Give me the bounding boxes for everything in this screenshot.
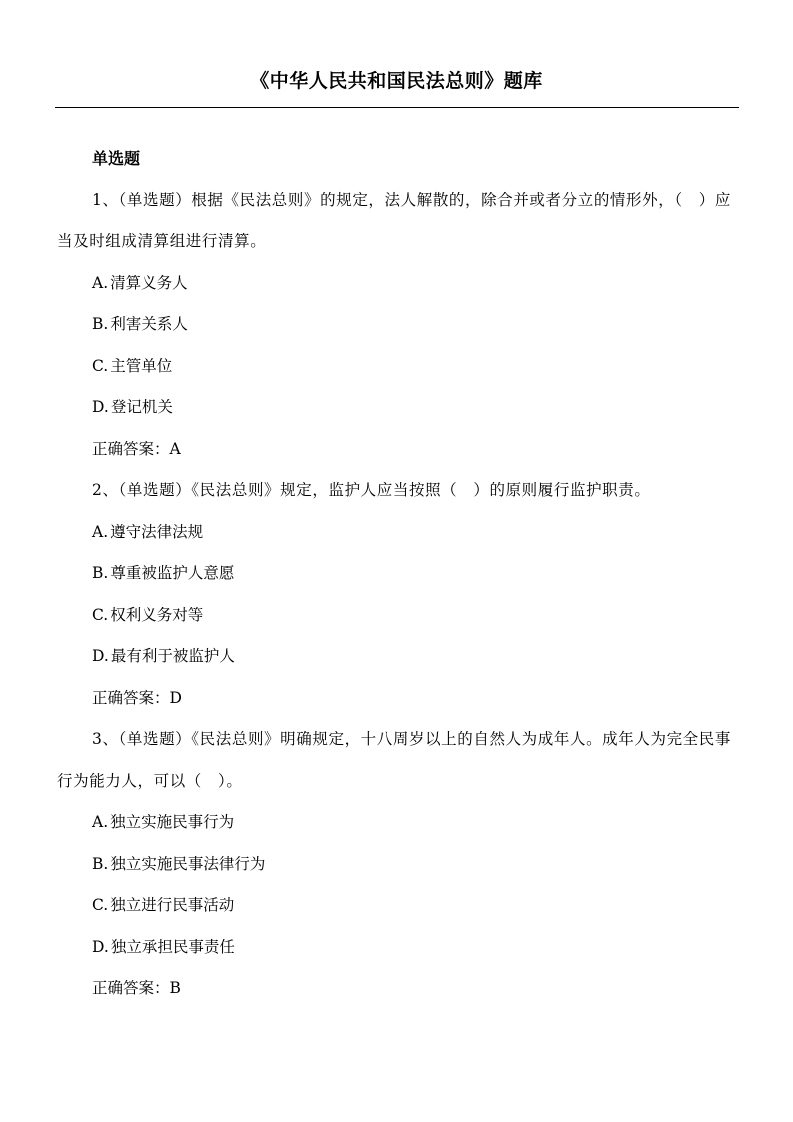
question-3 — [57, 719, 737, 1010]
question-2 — [57, 470, 737, 719]
option-text: 权利义务对等 — [110, 605, 204, 624]
question-stem: 1、（单选题）根据《民法总则》的规定，法人解散的，除合并或者分立的情形外，（ ）应当及时组成清算组进行清算。 — [57, 190, 731, 250]
answer-label: 正确答案： — [92, 979, 170, 997]
option-text: 清算义务人 — [110, 273, 188, 292]
answer-value: A — [169, 439, 181, 458]
option-d — [57, 927, 737, 969]
option-text: 独立进行民事活动 — [110, 896, 235, 914]
option-text: 最有利于被监护人 — [110, 647, 235, 665]
option-text: 利害关系人 — [110, 315, 188, 333]
option-letter: D. — [92, 937, 109, 956]
option-text: 独立承担民事责任 — [110, 937, 235, 956]
page-title: 《中华人民共和国民法总则》题库 — [250, 70, 543, 92]
correct-answer — [57, 968, 737, 1010]
option-letter: A. — [92, 522, 109, 541]
option-letter: D. — [92, 647, 109, 665]
option-text: 登记机关 — [110, 398, 173, 416]
option-text: 独立实施民事行为 — [110, 813, 235, 831]
correct-answer — [57, 429, 737, 471]
option-c — [57, 346, 737, 388]
option-letter: C. — [92, 356, 109, 375]
option-text: 独立实施民事法律行为 — [110, 854, 266, 873]
option-text: 遵守法律法规 — [110, 522, 204, 541]
option-b — [57, 304, 737, 346]
option-letter: C. — [92, 896, 109, 914]
title-divider — [55, 107, 739, 108]
option-c — [57, 595, 737, 637]
option-d — [57, 636, 737, 678]
option-letter: B. — [92, 854, 109, 873]
option-a — [57, 512, 737, 554]
answer-label: 正确答案： — [92, 439, 170, 458]
option-letter: D. — [92, 398, 109, 416]
answer-label: 正确答案： — [92, 688, 170, 707]
answer-value: B — [169, 979, 181, 997]
option-text: 尊重被监护人意愿 — [110, 564, 235, 582]
option-letter: B. — [92, 315, 109, 333]
option-b — [57, 844, 737, 886]
option-a — [57, 802, 737, 844]
question-stem: 2、（单选题）《民法总则》规定，监护人应当按照（ ）的原则履行监护职责。 — [92, 481, 651, 499]
question-list — [57, 138, 737, 1010]
option-c — [57, 885, 737, 927]
option-letter: C. — [92, 605, 109, 624]
option-letter: A. — [92, 813, 109, 831]
correct-answer — [57, 678, 737, 720]
option-letter: B. — [92, 564, 109, 582]
question-1 — [57, 180, 737, 471]
option-letter: A. — [92, 273, 109, 292]
option-b — [57, 553, 737, 595]
option-text: 主管单位 — [110, 356, 173, 375]
section-heading: 单选题 — [92, 149, 141, 168]
question-stem: 3、（单选题）《民法总则》明确规定，十八周岁以上的自然人为成年人。成年人为完全民事行为能力人，可以（ ）。 — [57, 730, 731, 790]
option-a — [57, 263, 737, 305]
answer-value: D — [169, 688, 182, 707]
option-d — [57, 387, 737, 429]
